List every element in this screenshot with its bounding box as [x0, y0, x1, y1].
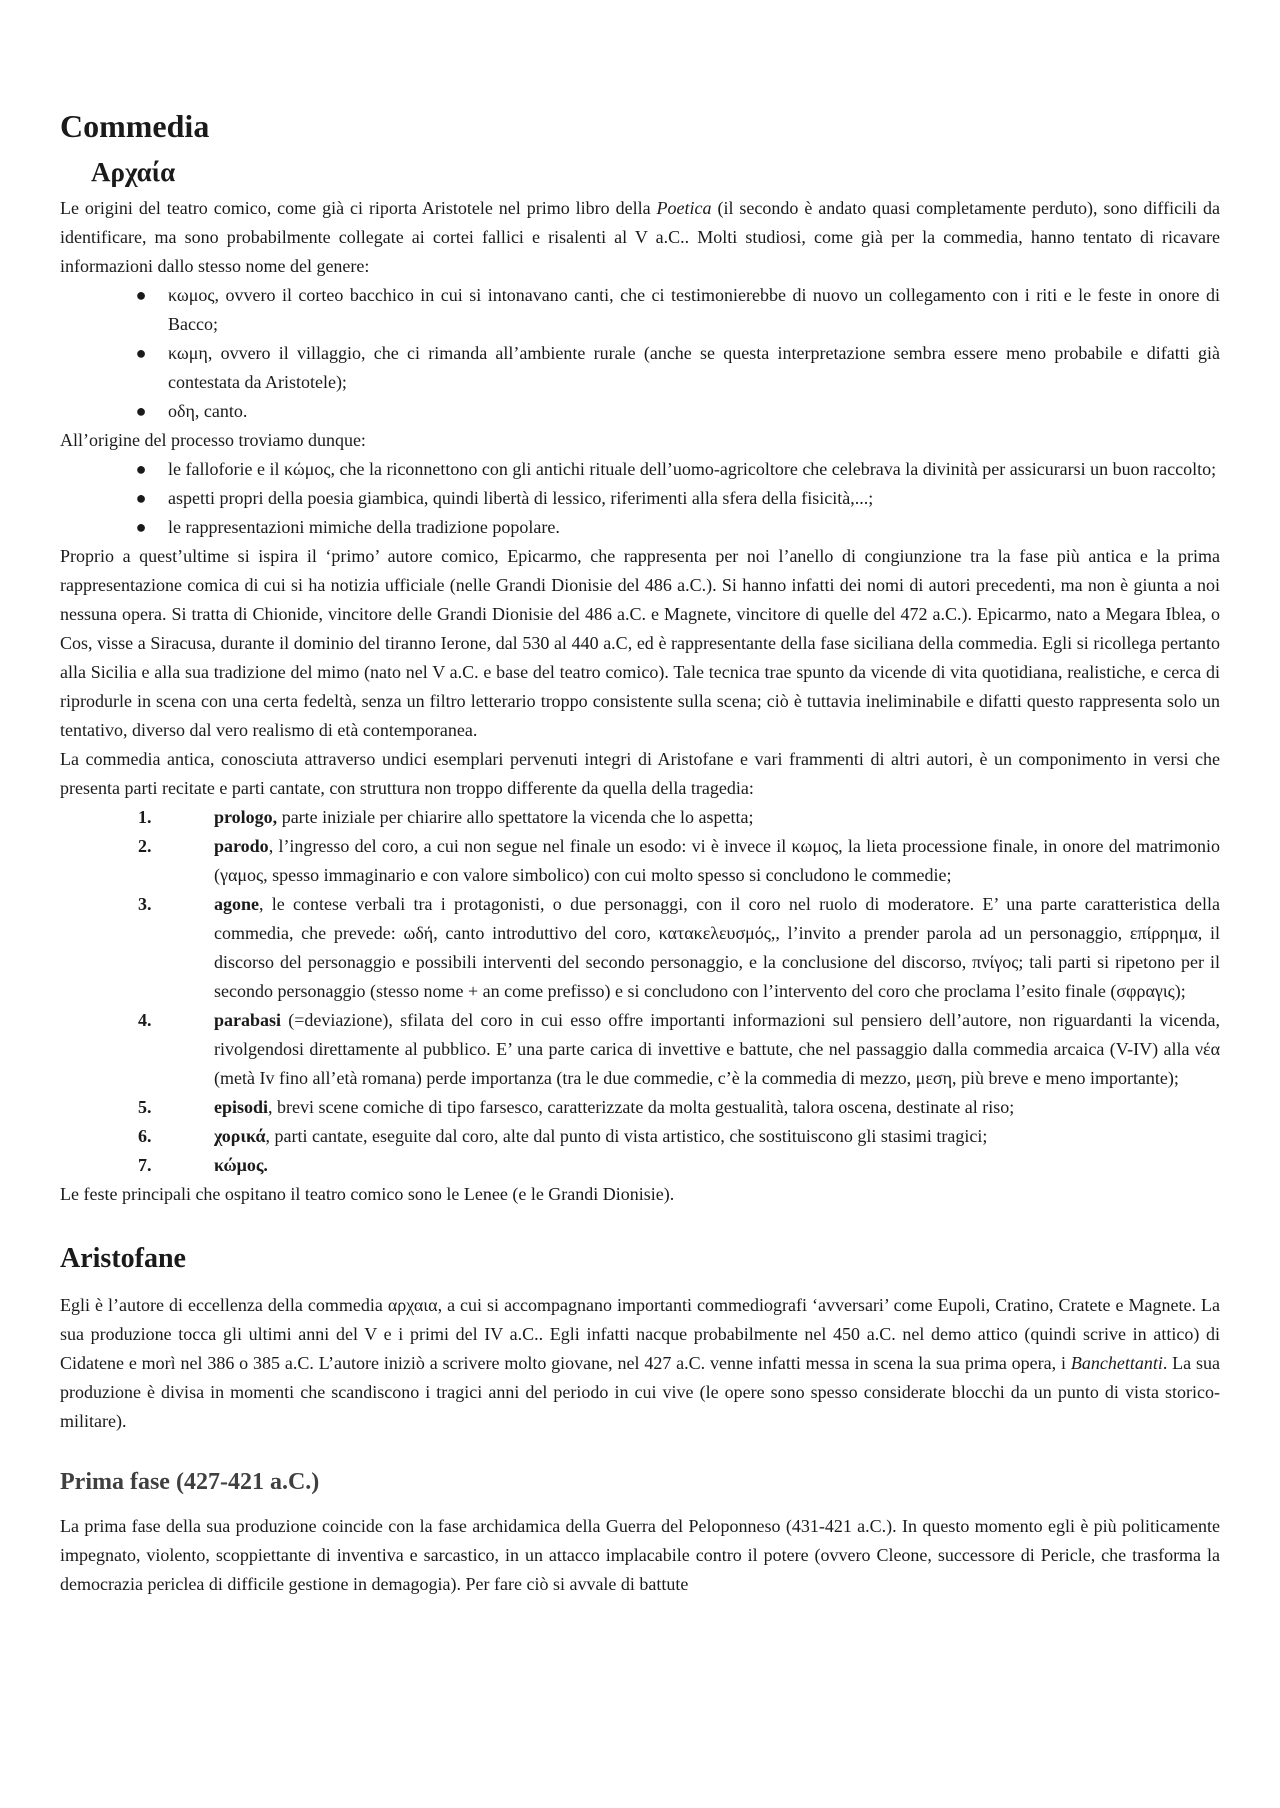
bullet-icon: ● [135, 401, 147, 421]
banchettanti-title: Banchettanti [1070, 1353, 1163, 1373]
etymology-list [60, 281, 1220, 426]
aristofane-text-1: Egli è l’autore di eccellenza della commedia αρχαια, a cui si accompagnano importanti commediografi ‘avversari’ come Eupoli, Cratino, Cratete e Magnete. La sua produzione tocca gli ultimi anni del V e i primi del IV a.C.. Egli infatti nacque probabilmente nel 450 a.C. nel demo attico (quindi scrive in attico) di Cidatene e morì nel 386 o 385 a.C. L’autore iniziò a scrivere molto giovane, nel 427 a.C. venne infatti messa in scena la sua prima opera, i [60, 1295, 1220, 1373]
list-item-text: οδη, canto. [168, 401, 248, 421]
part-text: , brevi scene comiche di tipo farsesco, caratterizzate da molta gestualità, talora oscena, destinate al riso; [268, 1097, 1015, 1117]
poetica-title: Poetica [656, 198, 712, 218]
list-item [60, 339, 1220, 397]
bullet-icon: ● [135, 459, 147, 479]
bullet-icon: ● [135, 285, 147, 305]
part-text: , l’ingresso del coro, a cui non segue nel finale un esodo: vi è invece il κωμος, la lieta processione finale, in onore del matrimonio (γαμος, spesso immaginario e con valore simbolico) con cui molto spesso si concludono le commedie; [214, 836, 1220, 885]
list-item [60, 484, 1220, 513]
bullet-icon: ● [135, 488, 147, 508]
aristofane-paragraph [60, 1291, 1220, 1436]
list-item-text: le rappresentazioni mimiche della tradizione popolare. [168, 517, 560, 537]
part-text: parte iniziale per chiarire allo spettatore la vicenda che lo aspetta; [277, 807, 754, 827]
aristofane-text-2: . La sua produzione è divisa in momenti che scandiscono i tragici anni del periodo in cui vive (le opere sono spesso considerate blocchi da un punto di vista storico-militare). [60, 1353, 1220, 1431]
list-item [60, 1093, 1220, 1122]
prima-fase-paragraph: La prima fase della sua produzione coincide con la fase archidamica della Guerra del Peloponneso (431-421 a.C.). In questo momento egli è più politicamente impegnato, violento, scoppiettante di inventiva e sarcastico, in un attacco implacabile contro il potere (ovvero Cleone, successore di Pericle, che trasforma la democrazia periclea di difficile gestione in demagogia). Per fare ciò si avvale di battute [60, 1516, 1220, 1594]
part-term: prologo, [214, 807, 278, 827]
part-text: (=deviazione), sfilata del coro in cui esso offre importanti informazioni sul pensiero dell’autore, non riguardanti la vicenda, rivolgendosi direttamente al pubblico. E’ una parte carica di invettive e battute, che nel passaggio dalla commedia arcaica (V-IV) alla νέα (metà Iv fino all’età romana) perde importanza (tra le due commedie, c’è la commedia di mezzo, μεση, più breve e meno importante); [214, 1010, 1220, 1088]
part-text: , parti cantate, eseguite dal coro, alte dal punto di vista artistico, che sostituiscono gli stasimi tragici; [265, 1126, 988, 1146]
bullet-icon: ● [135, 343, 147, 363]
epicarmo-paragraph: Proprio a quest’ultime si ispira il ‘primo’ autore comico, Epicarmo, che rappresenta per noi l’anello di congiunzione tra la fase più antica e la prima rappresentazione comica di cui si ha notizia ufficiale (nelle Grandi Dionisie del 486 a.C.). Si hanno infatti dei nomi di autori precedenti, ma non è giunta a noi nessuna opera. Si tratta di Chionide, vincitore delle Grandi Dionisie del 486 a.C. e Magnete, vincitore di quelle del 472 a.C.). Epicarmo, nato a Megara Iblea, o Cos, visse a Siracusa, durante il dominio del tiranno Ierone, dal 530 al 440 a.C, ed è rappresentante della fase siciliana della commedia. Egli si ricollega pertanto alla Sicilia e alla sua tradizione del mimo (nato nel V a.C. e base del teatro comico). Tale tecnica trae spunto da vicende di vita quotidiana, realistiche, e cerca di riprodurle in scena con una certa fedeltà, senza un filtro letterario troppo consistente sulla scena; ciò è tuttavia ineliminabile e difatti questo rappresenta solo un tentativo, diverso dal vero realismo di età contemporanea. [60, 546, 1220, 740]
list-item [60, 513, 1220, 542]
part-term: κώμος. [214, 1155, 268, 1175]
list-item [60, 890, 1220, 1006]
list-item [60, 281, 1220, 339]
list-number: 7. [138, 1155, 152, 1175]
aristofane-heading: Aristofane [60, 1243, 186, 1274]
part-term: χορικά [214, 1126, 266, 1146]
part-term: agone [214, 894, 259, 914]
list-item [60, 455, 1220, 484]
list-item-text: le falloforie e il κώμος, che la riconnettono con gli antichi rituale dell’uomo-agricoltore che celebrava la divinità per assicurarsi un buon raccolto; [168, 459, 1217, 479]
list-item [60, 1122, 1220, 1151]
commedia-antica-paragraph: La commedia antica, conosciuta attraverso undici esemplari pervenuti integri di Aristofane e vari frammenti di altri autori, è un componimento in versi che presenta parti recitate e parti cantate, con struttura non troppo differente da quella della tragedia: [60, 749, 1220, 798]
list-item-text: aspetti propri della poesia giambica, quindi libertà di lessico, riferimenti alla sfera della fisicità,...; [168, 488, 874, 508]
parts-list [60, 803, 1220, 1180]
list-item-text: κωμη, ovvero il villaggio, che ci rimanda all’ambiente rurale (anche se questa interpretazione sembra essere meno probabile e difatti già contestata da Aristotele); [168, 343, 1220, 392]
origins-list [60, 455, 1220, 542]
list-item [60, 832, 1220, 890]
list-item-text: κωμος, ovvero il corteo bacchico in cui si intonavano canti, che ci testimonierebbe di nuovo un collegamento con i riti e le feste in onore di Bacco; [168, 285, 1220, 334]
list-item [60, 803, 1220, 832]
list-item [60, 397, 1220, 426]
part-term: parodo [214, 836, 269, 856]
list-number: 6. [138, 1126, 152, 1146]
bullet-icon: ● [135, 517, 147, 537]
list-number: 4. [138, 1010, 152, 1030]
list-number: 2. [138, 836, 152, 856]
feste-paragraph: Le feste principali che ospitano il teatro comico sono le Lenee (e le Grandi Dionisie). [60, 1184, 675, 1204]
page-title: Commedia [60, 108, 210, 144]
part-text: , le contese verbali tra i protagonisti, o due personaggi, con il coro nel ruolo di moderatore. E’ una parte caratteristica della commedia, che prevede: ωδή, canto introduttivo del coro, κατακελευσμός,, l’invito a prender parola ad un personaggio, επίρρημα, il discorso del personaggio e possibili interventi del secondo personaggio, e la conclusione del discorso, πνίγος; tali parti si ripetono per il secondo personaggio (stesso nome + an come prefisso) e si concludono con l’intervento del coro che proclama l’esito finale (σφραγις); [214, 894, 1220, 1001]
intro-text-2: (il secondo è andato quasi completamente perduto), sono difficili da identificare, ma sono probabilmente collegate ai cortei fallici e risalenti al V a.C.. Molti studiosi, come già per la commedia, hanno tentato di ricavare informazioni dallo stesso nome del genere: [60, 198, 1220, 276]
list-number: 5. [138, 1097, 152, 1117]
intro-paragraph [60, 194, 1220, 281]
list-item [60, 1006, 1220, 1093]
archaia-heading: Αρχαία [91, 157, 176, 187]
list-number: 3. [138, 894, 152, 914]
part-term: episodi [214, 1097, 269, 1117]
prima-fase-heading: Prima fase (427-421 a.C.) [60, 1469, 320, 1495]
origin-intro: All’origine del processo troviamo dunque: [60, 430, 366, 450]
part-term: parabasi [214, 1010, 282, 1030]
list-item [60, 1151, 1220, 1180]
intro-text-1: Le origini del teatro comico, come già ci riporta Aristotele nel primo libro della [60, 198, 657, 218]
list-number: 1. [138, 807, 152, 827]
